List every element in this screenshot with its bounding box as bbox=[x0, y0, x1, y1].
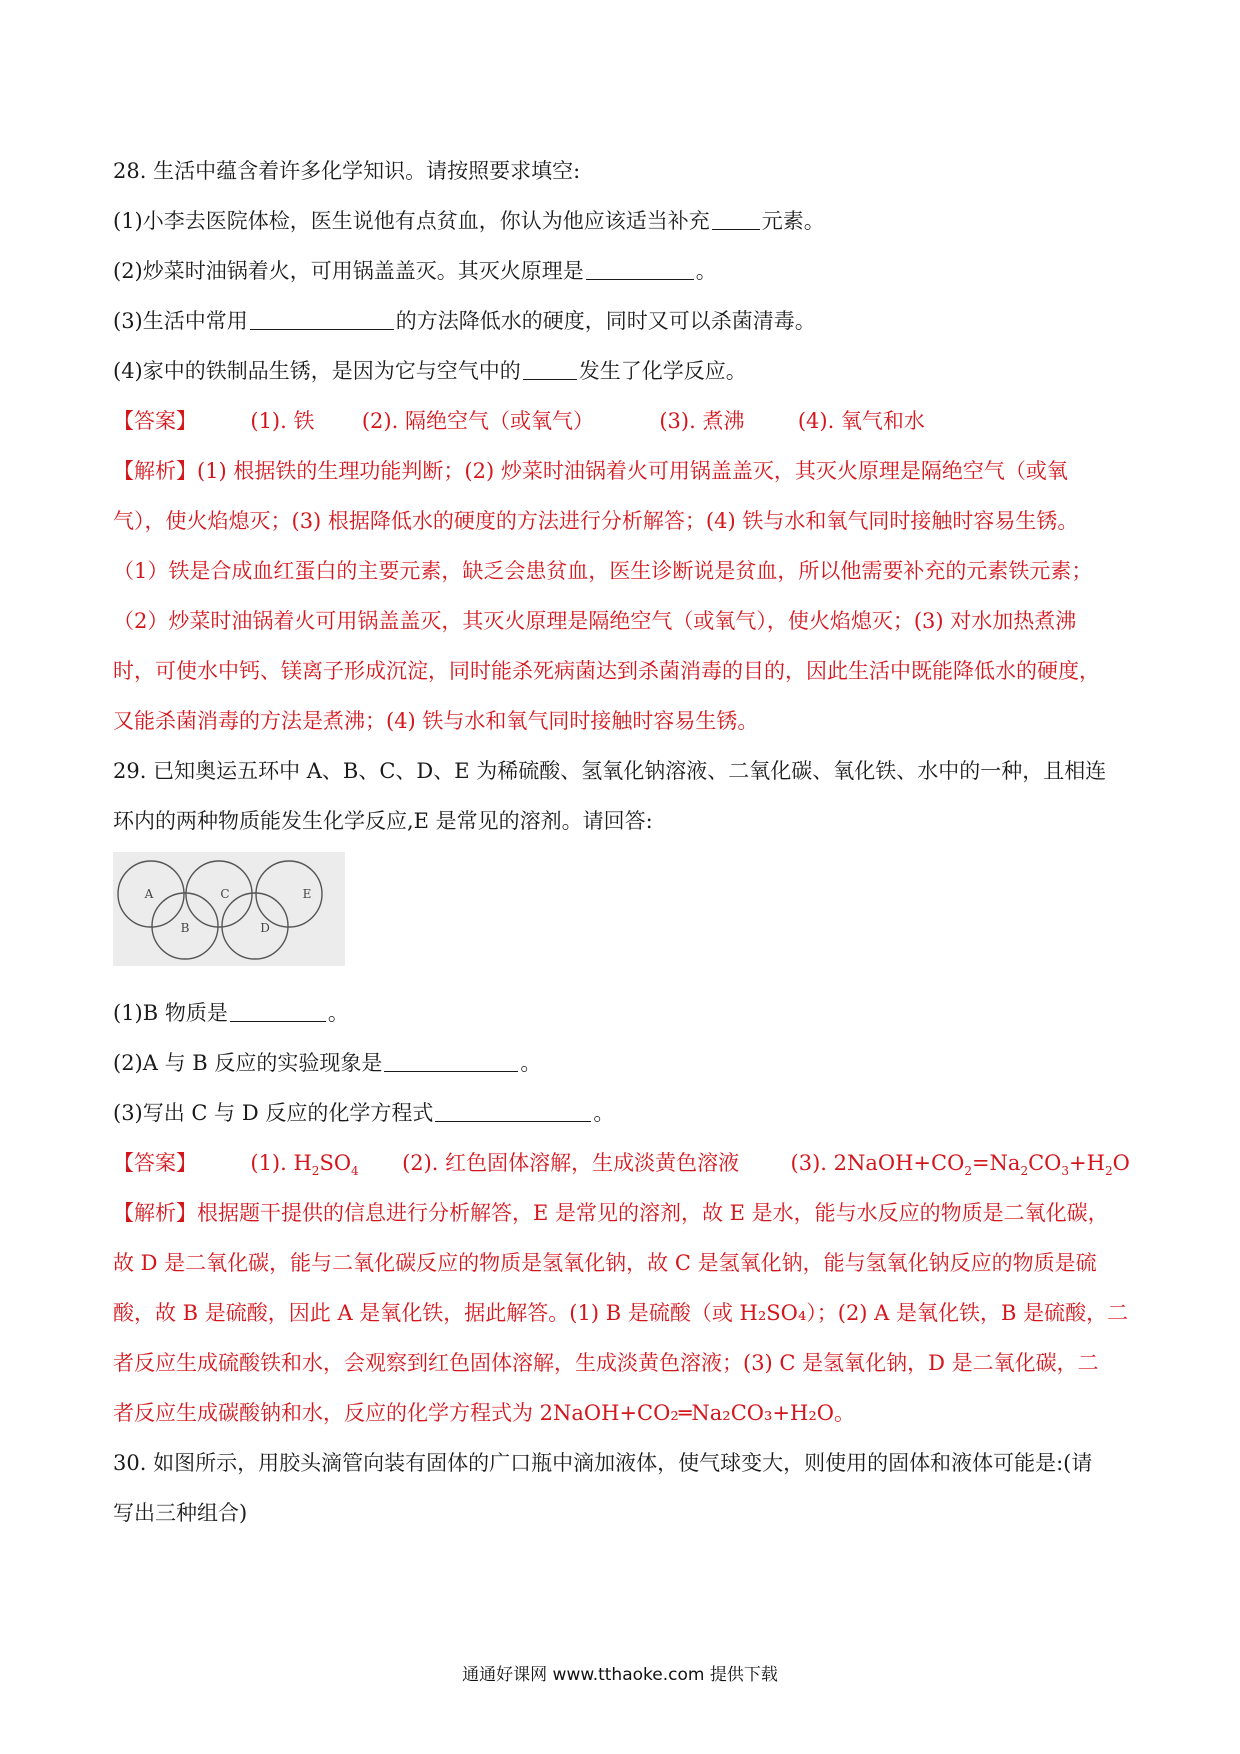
q28-part4-text: (4)家中的铁制品生锈，是因为它与空气中的 bbox=[113, 359, 521, 383]
q29-analysis-line: 【解析】根据题干提供的信息进行分析解答，E 是常见的溶剂，故 E 是水，能与水反应的物质是二氧化碳， bbox=[113, 1201, 1109, 1225]
ring-label-a: A bbox=[144, 887, 154, 901]
q28-part3-tail: 的方法降低水的硬度，同时又可以杀菌清毒。 bbox=[395, 309, 816, 333]
q28-part1-text: (1)小李去医院体检，医生说他有点贫血，你认为他应该适当补充 bbox=[113, 209, 710, 233]
q29-stem-line1: 29. 已知奥运五环中 A、B、C、D、E 为稀硫酸、氢氧化钠溶液、二氧化碳、氧化铁、水中的一种，且相连 bbox=[113, 759, 1107, 783]
q29-part2-tail: 。 bbox=[520, 1051, 542, 1075]
q28-blank1[interactable] bbox=[712, 207, 760, 230]
q28-stem: 28. 生活中蕴含着许多化学知识。请按照要求填空: bbox=[113, 159, 581, 183]
q29-answer-1: (1). $H_2SO_4$ bbox=[250, 1151, 359, 1179]
q28-analysis-line: 【解析】(1) 根据铁的生理功能判断；(2) 炒菜时油锅着火可用锅盖盖灭，其灭火原理是隔绝空气（或氧 bbox=[113, 459, 1068, 483]
q28-answer bbox=[113, 396, 1133, 446]
ring-label-e: E bbox=[302, 887, 312, 901]
q29-part2 bbox=[113, 1038, 1133, 1088]
ring-label-b: B bbox=[180, 921, 190, 935]
olympic-rings-diagram bbox=[113, 852, 345, 966]
q28-analysis-line: （2）炒菜时油锅着火可用锅盖盖灭，其灭火原理是隔绝空气（或氧气），使火焰熄灭；(3) 对水加热煮沸 bbox=[113, 609, 1077, 633]
q29-analysis-line: 故 D 是二氧化碳，能与二氧化碳反应的物质是氢氧化钠，故 C 是氢氧化钠，能与氢氧化钠反应的物质是硫 bbox=[113, 1251, 1097, 1275]
q28-analysis-line: 时，可使水中钙、镁离子形成沉淀，同时能杀死病菌达到杀菌消毒的目的，因此生活中既能降低水的硬度， bbox=[113, 659, 1100, 683]
q29-part1-tail: 。 bbox=[327, 1001, 349, 1025]
q29-part3-tail: 。 bbox=[593, 1101, 615, 1125]
q29-analysis-line: 者反应生成硫酸铁和水，会观察到红色固体溶解，生成淡黄色溶液；(3) C 是氢氧化钠，D 是二氧化碳，二 bbox=[113, 1351, 1099, 1375]
q28-blank2[interactable] bbox=[586, 257, 694, 280]
q28-blank4[interactable] bbox=[523, 357, 577, 380]
q28-part4 bbox=[113, 346, 1133, 396]
q29-blank3[interactable] bbox=[435, 1099, 591, 1122]
q29-part1-text: (1)B 物质是 bbox=[113, 1001, 228, 1025]
q29-answer-tag: 【答案】 bbox=[113, 1151, 197, 1175]
q28-part3 bbox=[113, 296, 1133, 346]
q30-stem-line1: 30. 如图所示，用胶头滴管向装有固体的广口瓶中滴加液体，使气球变大，则使用的固体和液体可能是:(请 bbox=[113, 1451, 1093, 1475]
q28-answer-4: (4). 氧气和水 bbox=[797, 409, 925, 433]
q28-part1 bbox=[113, 196, 1133, 246]
q28-part2-tail: 。 bbox=[695, 259, 717, 283]
q28-analysis-line: 又能杀菌消毒的方法是煮沸；(4) 铁与水和氧气同时接触时容易生锈。 bbox=[113, 709, 759, 733]
q28-blank3[interactable] bbox=[250, 307, 394, 330]
q29-answer bbox=[113, 1138, 1133, 1188]
q29-answer-2: (2). 红色固体溶解，生成淡黄色溶液 bbox=[402, 1151, 740, 1175]
page-footer: 通通好课网 www.tthaoke.com 提供下载 bbox=[462, 1665, 778, 1685]
ring-label-c: C bbox=[220, 887, 230, 901]
q29-part3-text: (3)写出 C 与 D 反应的化学方程式 bbox=[113, 1101, 434, 1125]
q29-blank2[interactable] bbox=[384, 1049, 518, 1072]
q28-answer-3: (3). 煮沸 bbox=[659, 409, 745, 433]
q29-blank1[interactable] bbox=[230, 999, 326, 1022]
q29-analysis-line: 者反应生成碳酸钠和水，反应的化学方程式为 2NaOH+CO₂═Na₂CO₃+H₂O。 bbox=[113, 1401, 855, 1425]
q29-part2-text: (2)A 与 B 反应的实验现象是 bbox=[113, 1051, 383, 1075]
q28-part4-tail: 发生了化学反应。 bbox=[578, 359, 747, 383]
q28-part2 bbox=[113, 246, 1133, 296]
q28-part3-text: (3)生活中常用 bbox=[113, 309, 248, 333]
olympic-rings-figure bbox=[113, 852, 1133, 982]
q29-part1 bbox=[113, 988, 1133, 1038]
q29-analysis-line: 酸，故 B 是硫酸，因此 A 是氧化铁，据此解答。(1) B 是硫酸（或 H₂SO₄）；(2) A 是氧化铁，B 是硫酸，二 bbox=[113, 1301, 1129, 1325]
q28-part2-text: (2)炒菜时油锅着火，可用锅盖盖灭。其灭火原理是 bbox=[113, 259, 584, 283]
q29-part3 bbox=[113, 1088, 1133, 1138]
q28-part1-tail: 元素。 bbox=[761, 209, 825, 233]
q28-answer-2: (2). 隔绝空气（或氧气） bbox=[361, 409, 594, 433]
q28-answer-1: (1). 铁 bbox=[250, 409, 315, 433]
q30-stem-line2: 写出三种组合) bbox=[113, 1501, 248, 1525]
q29-answer-3: (3). $2NaOH+CO_2=Na_2CO_3+H_2O$ bbox=[790, 1151, 1130, 1179]
ring-label-d: D bbox=[260, 921, 270, 935]
document-body bbox=[113, 146, 1133, 1538]
q28-answer-tag: 【答案】 bbox=[113, 409, 197, 433]
q28-analysis-line: 气），使火焰熄灭；(3) 根据降低水的硬度的方法进行分析解答；(4) 铁与水和氧气同时接触时容易生锈。 bbox=[113, 509, 1079, 533]
q28-analysis-line: （1）铁是合成血红蛋白的主要元素，缺乏会患贫血，医生诊断说是贫血，所以他需要补充的元素铁元素； bbox=[113, 559, 1093, 583]
q29-stem-line2: 环内的两种物质能发生化学反应,E 是常见的溶剂。请回答: bbox=[113, 809, 653, 833]
